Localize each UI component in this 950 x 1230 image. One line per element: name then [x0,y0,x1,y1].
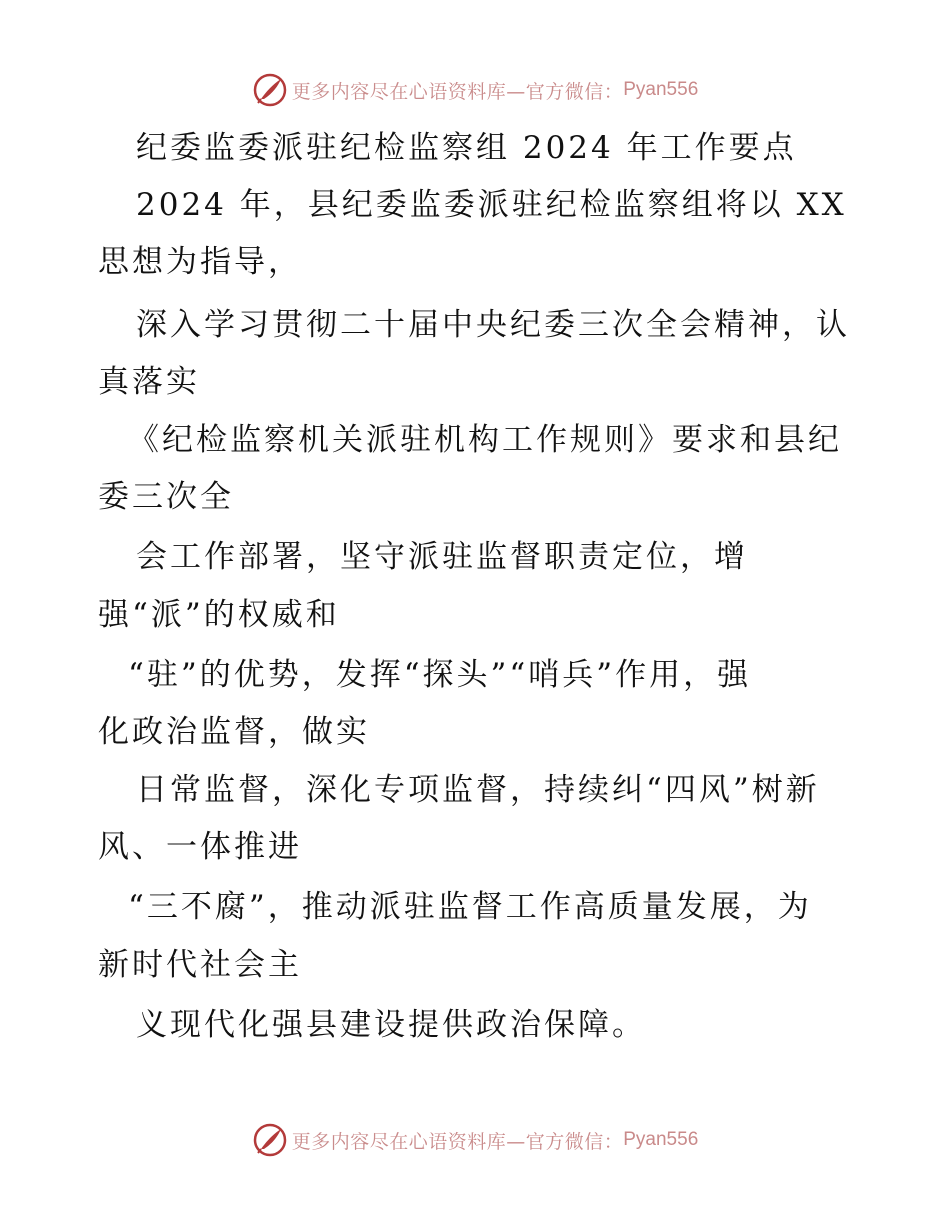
body-line-5: 《纪检监察机关派驻机构工作规则》要求和县纪 [128,422,842,458]
body-line-4: 真落实 [98,364,200,400]
quill-pen-logo-icon [252,1122,288,1158]
body-line-10: 化政治监督，做实 [98,714,370,750]
body-line-11: 日常监督，深化专项监督，持续纠“四风”树新 [136,772,820,808]
body-line-1: 2024 年，县纪委监委派驻纪检监察组将以 XX [136,187,847,223]
body-line-12: 风、一体推进 [98,829,302,865]
body-line-15: 义现代化强县建设提供政治保障。 [136,1007,646,1043]
body-line-6: 委三次全 [98,479,234,515]
body-line-9: “驻”的优势，发挥“探头”“哨兵”作用，强 [128,657,752,693]
body-line-7: 会工作部署，坚守派驻监督职责定位，增 [136,539,748,575]
footer-watermark-banner [0,1118,950,1162]
header-watermark-banner [0,68,950,112]
document-title: 纪委监委派驻纪检监察组 2024 年工作要点 [136,130,797,166]
header-banner-handle: Pyan556 [623,79,699,100]
body-line-3: 深入学习贯彻二十届中央纪委三次全会精神，认 [136,307,850,343]
body-line-8: 强“派”的权威和 [98,597,340,633]
header-banner-text: 更多内容尽在心语资料库—官方微信： [291,80,624,103]
body-line-13: “三不腐”，推动派驻监督工作高质量发展，为 [128,889,812,925]
quill-pen-logo-icon [252,72,288,108]
body-line-2: 思想为指导， [98,244,302,280]
footer-banner-text: 更多内容尽在心语资料库—官方微信： [291,1130,624,1153]
body-line-14: 新时代社会主 [98,947,302,983]
footer-banner-handle: Pyan556 [623,1129,699,1150]
